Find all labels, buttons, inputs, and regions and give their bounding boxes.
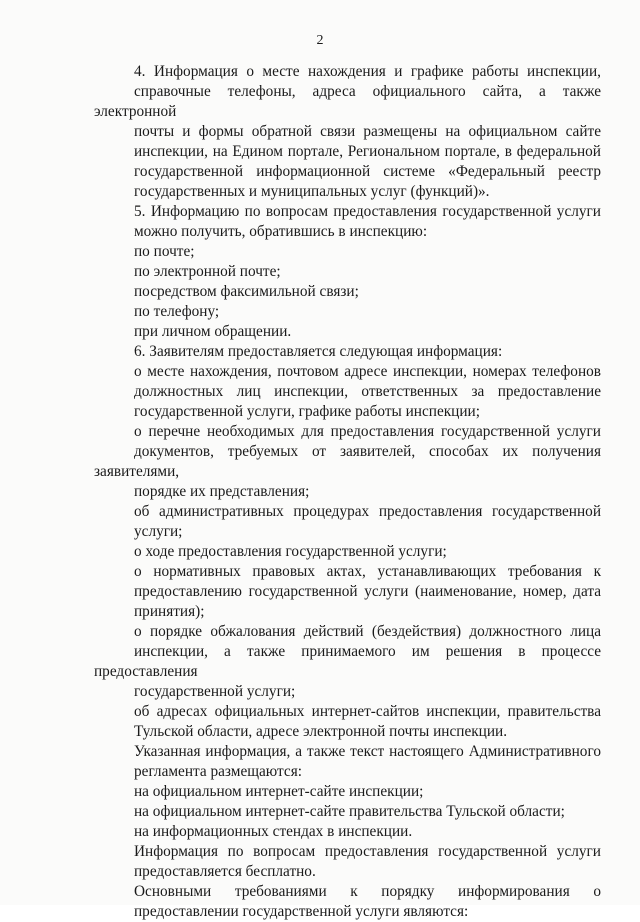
- text-line: Основными требованиями к порядку информирования о: [134, 883, 601, 900]
- text-line: принятия);: [134, 603, 205, 620]
- paragraph: [94, 362, 601, 422]
- text-line: на официальном интернет-сайте правительства Тульской области;: [134, 803, 565, 820]
- text-line: о месте нахождения, почтовом адресе инспекции, номерах телефонов: [134, 363, 601, 380]
- paragraph: [94, 62, 601, 202]
- text-line: Тульской области, адресе электронной почты инспекции.: [134, 723, 508, 740]
- text-line: почты и формы обратной связи размещены на официальном сайте: [134, 123, 601, 140]
- text-line: предоставляется бесплатно.: [134, 863, 316, 880]
- paragraph: [94, 622, 601, 702]
- text-line: на информационных стендах в инспекции.: [134, 823, 413, 840]
- text-line: можно получить, обратившись в инспекцию:: [134, 223, 428, 240]
- paragraph: [94, 842, 601, 882]
- text-line: по телефону;: [134, 303, 220, 320]
- text-line: предоставлении государственной услуги являются:: [134, 903, 469, 920]
- text-line: предоставлению государственной услуги (наименование, номер, дата: [134, 583, 601, 600]
- page-number: 2: [316, 33, 324, 48]
- text-line: 4. Информация о месте нахождения и графике работы инспекции,: [134, 63, 601, 80]
- list-item: [94, 822, 601, 842]
- text-line: инспекции, а также принимаемого им решения в процессе предоставления: [94, 643, 601, 680]
- text-line: о перечне необходимых для предоставления государственной услуги: [134, 423, 601, 440]
- text-line: 6. Заявителям предоставляется следующая информация:: [134, 343, 503, 360]
- text-line: должностных лиц инспекции, ответственных за предоставление: [134, 383, 601, 400]
- paragraph: [94, 202, 601, 242]
- paragraph: [94, 742, 601, 782]
- text-line: по электронной почте;: [134, 263, 281, 280]
- text-line: документов, требуемых от заявителей, способах их получения заявителями,: [94, 443, 601, 480]
- text-line: о ходе предоставления государственной услуги;: [134, 543, 447, 560]
- text-line: при личном обращении.: [134, 323, 292, 340]
- list-item: [94, 282, 601, 302]
- text-line: 5. Информацию по вопросам предоставления государственной услуги: [134, 203, 601, 220]
- text-line: об административных процедурах предоставления государственной: [134, 503, 601, 520]
- text-line: Информация по вопросам предоставления государственной услуги: [134, 843, 601, 860]
- paragraph: [94, 502, 601, 542]
- paragraph: [94, 422, 601, 502]
- text-line: регламента размещаются:: [134, 763, 302, 780]
- list-item: [94, 782, 601, 802]
- text-line: на официальном интернет-сайте инспекции;: [134, 783, 424, 800]
- text-line: государственной услуги, графике работы инспекции;: [134, 403, 480, 420]
- text-line: услуги;: [134, 523, 183, 540]
- text-line: инспекции, на Едином портале, Региональном портале, в федеральной: [134, 143, 601, 160]
- text-line: посредством факсимильной связи;: [134, 283, 359, 300]
- paragraph: [94, 542, 601, 562]
- paragraph: [94, 342, 601, 362]
- text-line: Указанная информация, а также текст настоящего Административного: [134, 743, 601, 760]
- text-line: справочные телефоны, адреса официального сайта, а также электронной: [94, 83, 601, 120]
- list-item: [94, 302, 601, 322]
- list-item: [94, 242, 601, 262]
- list-item: [94, 802, 601, 822]
- paragraph: [94, 882, 601, 922]
- text-line: государственных и муниципальных услуг (функций)».: [134, 183, 490, 200]
- list-item: [94, 322, 601, 342]
- text-line: по почте;: [134, 243, 195, 260]
- text-line: порядке их представления;: [134, 483, 310, 500]
- list-item: [94, 262, 601, 282]
- document-body: [94, 62, 601, 922]
- text-line: государственной информационной системе «Федеральный реестр: [134, 163, 601, 180]
- text-line: об адресах официальных интернет-сайтов инспекции, правительства: [134, 703, 601, 720]
- text-line: государственной услуги;: [134, 683, 296, 700]
- paragraph: [94, 562, 601, 622]
- text-line: о порядке обжалования действий (бездействия) должностного лица: [134, 623, 601, 640]
- paragraph: [94, 702, 601, 742]
- text-line: о нормативных правовых актах, устанавливающих требования к: [134, 563, 601, 580]
